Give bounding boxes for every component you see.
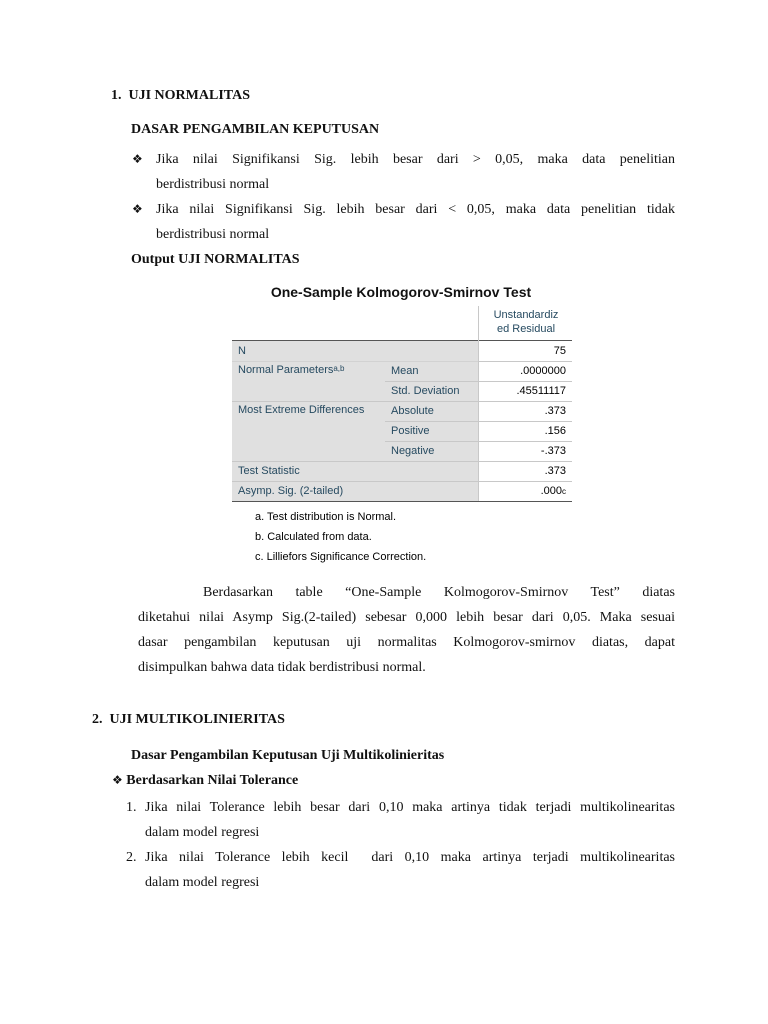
item-line: Jika nilai Tolerance lebih kecil dari 0,10 maka artinya terjadi multikolinearitas	[145, 850, 675, 865]
section1-heading	[111, 88, 250, 104]
paragraph-line: Berdasarkan table “One-Sample Kolmogorov-Smirnov Test” diatas	[203, 585, 675, 600]
bullet-line: Jika nilai Signifikansi Sig. lebih besar dari < 0,05, maka data penelitian tidak	[156, 202, 675, 217]
output-heading: Output UJI NORMALITAS	[131, 252, 300, 267]
conclusion-paragraph	[138, 580, 675, 680]
item-line: Jika nilai Tolerance lebih besar dari 0,10 maka artinya tidak terjadi multikolinearitas	[145, 800, 675, 815]
multicol-basis-heading: Dasar Pengambilan Keputusan Uji Multikolinieritas	[131, 748, 445, 763]
paragraph-line: dasar pengambilan keputusan uji normalitas Kolmogorov-smirnov diatas, dapat	[138, 635, 675, 650]
footnote: b. Calculated from data.	[255, 531, 372, 543]
item-line: dalam model regresi	[145, 875, 260, 890]
numbered-item	[126, 845, 675, 895]
value-absolute: .373	[478, 401, 572, 421]
paragraph-line: disimpulkan bahwa data tidak berdistribusi normal.	[138, 660, 426, 675]
item-number: 2.	[126, 850, 137, 865]
section2-number: 2.	[92, 712, 103, 727]
row-label-std: Std. Deviation	[385, 381, 478, 401]
ks-table	[232, 306, 572, 502]
bullet-line: berdistribusi normal	[156, 227, 270, 242]
row-label-normal-params: Normal Parameters a,b	[232, 361, 385, 401]
value-asymp-sig: .000 c	[478, 481, 572, 501]
table-footnotes	[255, 507, 426, 567]
table-title: One-Sample Kolmogorov-Smirnov Test	[270, 284, 532, 300]
row-label-test-statistic: Test Statistic	[232, 461, 478, 481]
row-label-extreme: Most Extreme Differences	[232, 401, 385, 461]
row-label-asymp-sig: Asymp. Sig. (2-tailed)	[232, 481, 478, 501]
value-std: .45511117	[478, 381, 572, 401]
item-number: 1.	[126, 800, 137, 815]
value-negative: -.373	[478, 441, 572, 461]
bullet-line: berdistribusi normal	[156, 177, 270, 192]
row-label-n: N	[232, 341, 478, 361]
diamond-bullet-icon: ❖	[132, 202, 143, 216]
paragraph-line: diketahui nilai Asymp Sig.(2-tailed) sebesar 0,000 lebih besar dari 0,05. Maka sesuai	[138, 610, 675, 625]
footnote: c. Lilliefors Significance Correction.	[255, 551, 427, 563]
row-label-positive: Positive	[385, 421, 478, 441]
row-label-mean: Mean	[385, 361, 478, 381]
bullet-item	[132, 197, 675, 247]
row-label-negative: Negative	[385, 441, 478, 461]
column-header-line: Unstandardiz	[493, 309, 559, 321]
bullet-line: Jika nilai Signifikansi Sig. lebih besar dari > 0,05, maka data penelitian	[156, 152, 675, 167]
value-positive: .156	[478, 421, 572, 441]
column-header	[480, 308, 572, 336]
tolerance-heading-text: Berdasarkan Nilai Tolerance	[126, 773, 299, 788]
tolerance-heading	[112, 773, 298, 789]
row-label-absolute: Absolute	[385, 401, 478, 421]
diamond-bullet-icon: ❖	[132, 152, 143, 166]
table-top-border	[232, 340, 572, 341]
value-test-statistic: .373	[478, 461, 572, 481]
bullet-item	[132, 147, 675, 197]
value-n: 75	[478, 341, 572, 361]
section2-title: UJI MULTIKOLINIERITAS	[109, 712, 285, 727]
column-header-line: ed Residual	[496, 323, 556, 335]
footnote: a. Test distribution is Normal.	[255, 511, 397, 523]
numbered-item	[126, 795, 675, 845]
table-bottom-border	[232, 501, 572, 502]
item-line: dalam model regresi	[145, 825, 260, 840]
diamond-bullet-icon: ❖	[112, 773, 123, 787]
section2-heading	[92, 712, 285, 728]
decision-basis-heading: DASAR PENGAMBILAN KEPUTUSAN	[131, 122, 380, 137]
value-mean: .0000000	[478, 361, 572, 381]
section1-number: 1.	[111, 88, 122, 103]
section1-title: UJI NORMALITAS	[128, 88, 250, 103]
